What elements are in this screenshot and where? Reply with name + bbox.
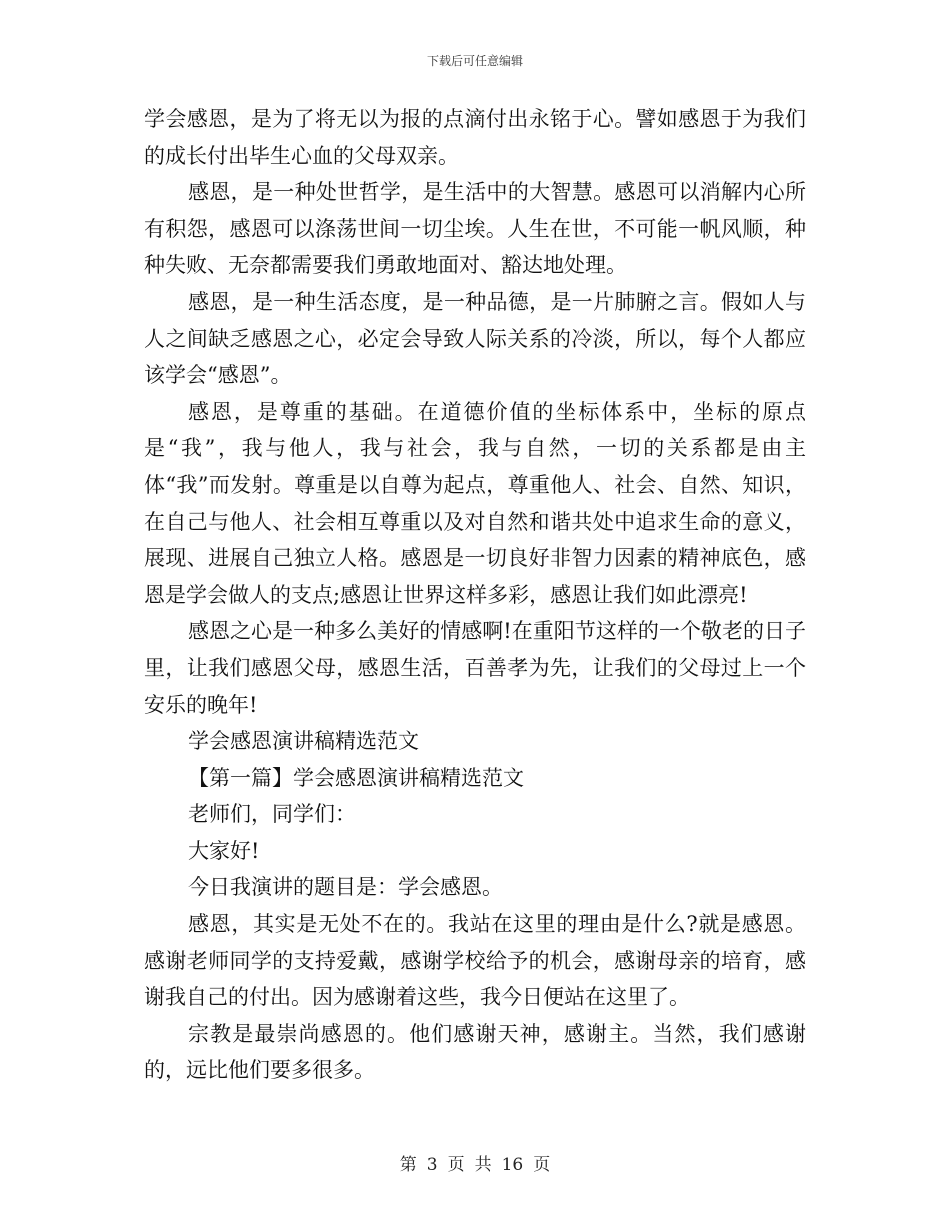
paragraph: 感恩之心是一种多么美好的情感啊!在重阳节这样的一个敬老的日子里，让我们感恩父母，感恩生活，百善孝为先，让我们的父母过上一个安乐的晚年! [144,619,806,717]
page-label-total-prefix: 共 [474,1155,492,1175]
current-page-number: 3 [426,1155,438,1175]
page-number-footer [0,1154,950,1176]
salutation: 老师们，同学们： [188,802,356,827]
paragraph: 感恩，其实是无处不在的。我站在这里的理由是什么?就是感恩。感谢老师同学的支持爱戴，感谢学校给予的机会，感谢母亲的培育，感谢我自己的付出。因为感谢着这些，我今日便站在这里了。 [144,912,806,1010]
paragraph: 今日我演讲的题目是：学会感恩。 [188,875,503,900]
page-label-prefix: 第 [399,1155,417,1175]
document-body [144,101,806,1089]
paragraph: 学会感恩，是为了将无以为报的点滴付出永铭于心。譬如感恩于为我们的成长付出毕生心血的父母双亲。 [144,107,806,168]
paragraph: 宗教是最崇尚感恩的。他们感谢天神，感谢主。当然，我们感谢的，远比他们要多很多。 [144,1021,806,1083]
page-header-note: 下载后可任意编辑 [426,54,523,68]
paragraph: 感恩，是尊重的基础。在道德价值的坐标体系中，坐标的原点是“我”，我与他人，我与社会，我与自然，一切的关系都是由主体“我”而发射。尊重是以自尊为起点，尊重他人、社会、自然、知识，在自己与他人、社会相互尊重以及对自然和谐共处中追求生命的意义，展现、进展自己独立人格。感恩是一切良好非智力因素的精神底色，感恩是学会做人的支点;感恩让世界这样多彩，感恩让我们如此漂亮! [144,399,806,607]
page-label-suffix: 页 [533,1155,551,1175]
article-title: 【第一篇】学会感恩演讲稿精选范文 [188,765,524,790]
paragraph: 感恩，是一种处世哲学，是生活中的大智慧。感恩可以消解内心所有积怨，感恩可以涤荡世间一切尘埃。人生在世，不可能一帆风顺，种种失败、无奈都需要我们勇敢地面对、豁达地处理。 [144,180,806,278]
section-heading: 学会感恩演讲稿精选范文 [188,729,419,754]
total-page-number: 16 [501,1155,524,1175]
greeting: 大家好! [188,838,260,863]
page-label-page: 页 [447,1155,465,1175]
paragraph: 感恩，是一种生活态度，是一种品德，是一片肺腑之言。假如人与人之间缺乏感恩之心，必定会导致人际关系的冷淡，所以，每个人都应该学会“感恩”。 [144,289,806,388]
